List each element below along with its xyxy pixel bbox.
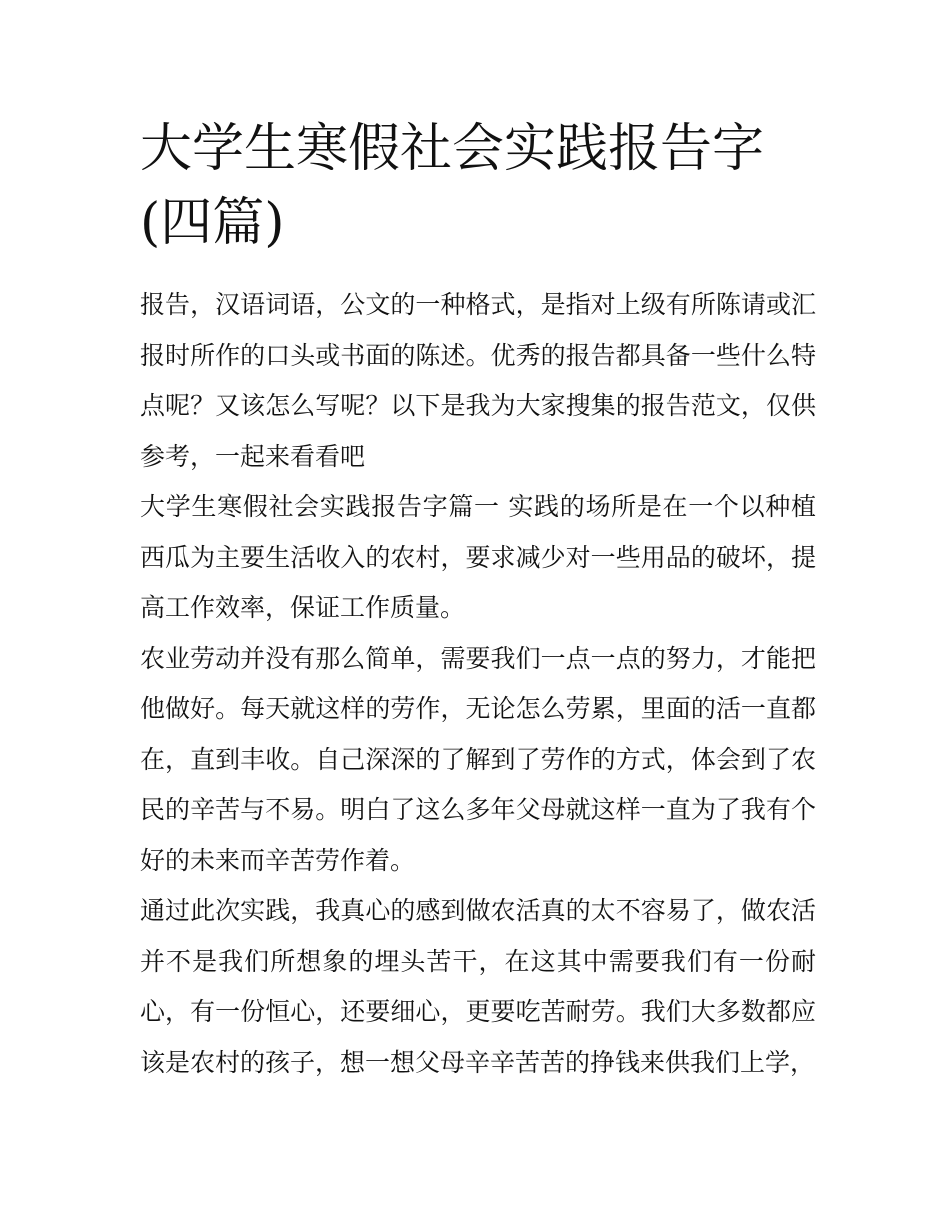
paragraph-farming: 农业劳动并没有那么简单，需要我们一点一点的努力，才能把他做好。每天就这样的劳作，无论怎么劳累，里面的活一直都在，直到丰收。自己深深的了解到了劳作的方式，体会到了农民的辛苦与不易。明白了这么多年父母就这样一直为了我有个好的未来而辛苦劳作着。 — [140, 643, 816, 875]
paragraph-reflection: 通过此次实践，我真心的感到做农活真的太不容易了，做农活并不是我们所想象的埋头苦干，在这其中需要我们有一份耐心，有一份恒心，还要细心，更要吃苦耐劳。我们大多数都应该是农村的孩子，想一想父母辛辛苦苦的挣钱来供我们上学， — [140, 896, 816, 1077]
document-body — [140, 280, 816, 1088]
paragraph-intro: 报告，汉语词语，公文的一种格式，是指对上级有所陈请或汇报时所作的口头或书面的陈述。优秀的报告都具备一些什么特点呢？又该怎么写呢？以下是我为大家搜集的报告范文，仅供参考，一起来看看吧 — [140, 290, 816, 471]
document-title: 大学生寒假社会实践报告字(四篇) — [140, 119, 765, 253]
paragraph-part-one: 大学生寒假社会实践报告字篇一 实践的场所是在一个以种植西瓜为主要生活收入的农村，要求减少对一些用品的破坏，提高工作效率，保证工作质量。 — [140, 492, 816, 622]
